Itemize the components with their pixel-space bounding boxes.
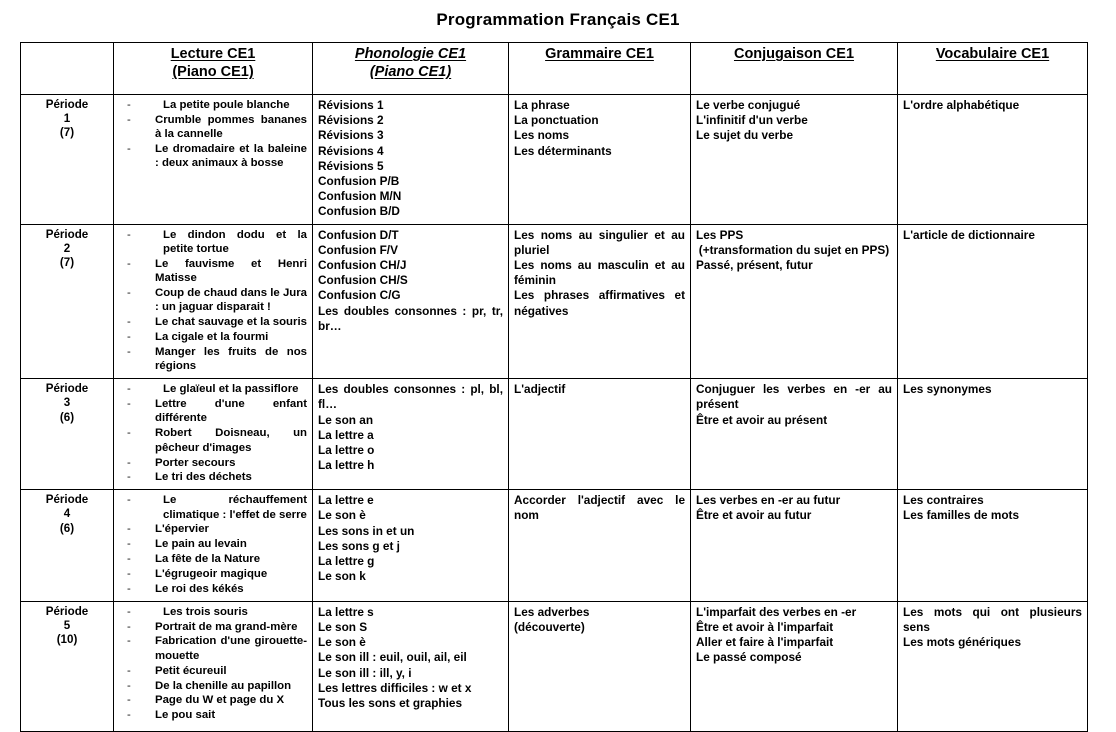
list-item: L'article de dictionnaire [903, 227, 1035, 242]
lecture-list [119, 493, 307, 596]
list-item: L'infinitif d'un verbe [696, 113, 808, 128]
list-item: - Crumble pommes bananes à la cannelle [119, 113, 307, 142]
list-item: - Porter secours [119, 456, 307, 470]
list-item: Confusion B/D [318, 204, 400, 219]
list-item: Les familles de mots [903, 508, 1020, 523]
period-count: (6) [59, 410, 75, 424]
list-item: Confusion D/T [318, 227, 399, 242]
period-label: Période [45, 98, 89, 111]
list-item: Confusion CH/J [318, 258, 407, 273]
list-item: Les doubles consonnes : pr, tr, br… [318, 303, 503, 333]
list-item: - Robert Doisneau, un pêcheur d'images [119, 426, 307, 455]
lecture-list [119, 382, 307, 485]
programmation-table [20, 42, 1088, 732]
list-item: Le sujet du verbe [696, 128, 794, 143]
list-item: - Petit écureuil [119, 664, 307, 678]
vocabulaire-list [903, 228, 1082, 243]
phonologie-list [318, 605, 503, 711]
list-item: Les déterminants [514, 143, 612, 158]
period-number: 1 [63, 112, 71, 126]
list-item: Les mots génériques [903, 635, 1022, 650]
list-item: Le son S [318, 619, 368, 634]
list-item: La lettre o [318, 443, 375, 458]
grammaire-list [514, 605, 685, 635]
list-item: - De la chenille au papillon [119, 679, 307, 693]
header-row [21, 43, 1088, 95]
period-count: (7) [59, 255, 75, 269]
header-cell-period [21, 43, 114, 95]
table-row [21, 224, 1088, 379]
list-item: - Le pain au levain [119, 537, 307, 551]
list-item: Le passé composé [696, 650, 802, 665]
conjugaison-list [696, 98, 892, 144]
list-item: - Portrait de ma grand-mère [119, 620, 307, 634]
list-item: - Les trois souris [119, 605, 307, 619]
list-item: - Manger les fruits de nos régions [119, 345, 307, 374]
vocabulaire-cell [898, 224, 1088, 379]
list-item: Le son è [318, 635, 366, 650]
lecture-list [119, 228, 307, 374]
phonologie-cell [313, 490, 509, 602]
list-item: Confusion M/N [318, 189, 402, 204]
list-item: Le son ill : euil, ouil, ail, eil [318, 650, 467, 665]
list-item: Les noms au singulier et au pluriel [514, 227, 685, 257]
conjugaison-cell [691, 379, 898, 490]
header-vocabulaire-label: Vocabulaire CE1 [935, 46, 1050, 62]
phonologie-cell [313, 601, 509, 731]
period-number: 4 [63, 507, 71, 521]
list-item: Confusion C/G [318, 288, 401, 303]
list-item: - Le tri des déchets [119, 470, 307, 484]
header-cell-conjugaison [691, 43, 898, 95]
list-item: Le son k [318, 569, 366, 584]
list-item: - Lettre d'une enfant différente [119, 397, 307, 426]
list-item: - Fabrication d'une girouette-mouette [119, 634, 307, 663]
list-item: Révisions 5 [318, 158, 384, 173]
period-number: 2 [63, 241, 71, 255]
list-item: Être et avoir au présent [696, 412, 828, 427]
conjugaison-cell [691, 490, 898, 602]
vocabulaire-cell [898, 490, 1088, 602]
list-item: Révisions 2 [318, 113, 384, 128]
period-number: 5 [63, 618, 71, 632]
grammaire-list [514, 382, 685, 397]
phonologie-list [318, 98, 503, 220]
list-item: - La fête de la Nature [119, 552, 307, 566]
lecture-cell [114, 490, 313, 602]
list-item: - Le glaïeul et la passiflore [119, 382, 307, 396]
conjugaison-cell [691, 224, 898, 379]
period-cell [21, 490, 114, 602]
list-item: Le son an [318, 412, 374, 427]
header-cell-grammaire [509, 43, 691, 95]
period-count: (10) [56, 633, 78, 647]
list-item: La ponctuation [514, 113, 599, 128]
period-cell [21, 379, 114, 490]
header-cell-lecture [114, 43, 313, 95]
table-header [21, 43, 1088, 95]
vocabulaire-list [903, 382, 1082, 397]
list-item: Les sons in et un [318, 523, 415, 538]
phonologie-list [318, 493, 503, 584]
period-label: Période [45, 227, 89, 241]
list-item: Les PPS [696, 227, 744, 242]
list-item: Être et avoir au futur [696, 508, 812, 523]
list-item: L'imparfait des verbes en -er [696, 604, 857, 619]
list-item: Les verbes en -er au futur [696, 493, 841, 508]
conjugaison-list [696, 493, 892, 523]
list-item: L'ordre alphabétique [903, 98, 1020, 112]
table-row [21, 379, 1088, 490]
period-cell [21, 224, 114, 379]
vocabulaire-cell [898, 95, 1088, 225]
grammaire-cell [509, 379, 691, 490]
conjugaison-list [696, 382, 892, 428]
list-item: Les contraires [903, 493, 984, 508]
grammaire-list [514, 98, 685, 159]
list-item: La lettre a [318, 427, 374, 442]
list-item: - L'égrugeoir magique [119, 567, 307, 581]
period-label: Période [45, 604, 89, 618]
phonologie-list [318, 382, 503, 473]
header-phonologie-line1: Phonologie CE1 [354, 46, 467, 62]
conjugaison-list [696, 605, 892, 666]
vocabulaire-list [903, 98, 1082, 113]
list-item: - Coup de chaud dans le Jura : un jaguar disparait ! [119, 286, 307, 315]
header-lecture-line1: Lecture CE1 [170, 46, 256, 62]
grammaire-cell [509, 601, 691, 731]
list-item: Révisions 4 [318, 143, 384, 158]
lecture-cell [114, 601, 313, 731]
list-item: Les sons g et j [318, 538, 400, 553]
list-item: Les mots qui ont plusieurs sens [903, 604, 1082, 634]
list-item: La phrase [514, 98, 570, 112]
vocabulaire-cell [898, 601, 1088, 731]
list-item: Confusion CH/S [318, 273, 408, 288]
list-item: Être et avoir à l'imparfait [696, 619, 834, 634]
list-item: La lettre h [318, 458, 375, 473]
phonologie-cell [313, 379, 509, 490]
list-item: L'adjectif [514, 382, 566, 397]
lecture-cell [114, 95, 313, 225]
list-item: (+transformation du sujet en PPS) [698, 242, 890, 257]
table-row [21, 490, 1088, 602]
list-item: Aller et faire à l'imparfait [696, 635, 834, 650]
grammaire-cell [509, 95, 691, 225]
list-item: Les adverbes [514, 604, 590, 619]
period-count: (7) [59, 126, 75, 140]
period-label: Période [45, 382, 89, 396]
period-cell [21, 601, 114, 731]
phonologie-cell [313, 95, 509, 225]
phonologie-list [318, 228, 503, 334]
table-row [21, 601, 1088, 731]
header-grammaire-label: Grammaire CE1 [545, 46, 654, 62]
list-item: - Page du W et page du X [119, 693, 307, 707]
list-item: - Le réchauffement climatique : l'effet de serre [119, 493, 307, 522]
list-item: Conjuguer les verbes en -er au présent [696, 382, 892, 412]
lecture-cell [114, 379, 313, 490]
list-item: Révisions 1 [318, 98, 384, 112]
page-title: Programmation Français CE1 [436, 10, 680, 29]
list-item: Confusion P/B [318, 174, 400, 189]
list-item: (découverte) [514, 619, 585, 634]
list-item: Le son ill : ill, y, i [318, 665, 412, 680]
list-item: - La petite poule blanche [119, 98, 307, 112]
vocabulaire-list [903, 605, 1082, 651]
list-item: Le verbe conjugué [696, 98, 801, 112]
period-number: 3 [63, 396, 71, 410]
list-item: - L'épervier [119, 522, 307, 536]
list-item: - Le pou sait [119, 708, 307, 722]
list-item: Les doubles consonnes : pl, bl, fl… [318, 382, 503, 412]
list-item: Les synonymes [903, 382, 992, 397]
lecture-list [119, 605, 307, 723]
table-body [21, 95, 1088, 732]
lecture-list [119, 98, 307, 171]
period-label: Période [45, 493, 89, 507]
header-conjugaison-label: Conjugaison CE1 [733, 46, 855, 62]
list-item: Passé, présent, futur [696, 258, 813, 273]
grammaire-cell [509, 490, 691, 602]
conjugaison-list [696, 228, 892, 274]
list-item: Tous les sons et graphies [318, 695, 463, 710]
vocabulaire-cell [898, 379, 1088, 490]
list-item: - Le dindon dodu et la petite tortue [119, 228, 307, 257]
phonologie-cell [313, 224, 509, 379]
list-item: Révisions 3 [318, 128, 384, 143]
list-item: Les phrases affirmatives et négatives [514, 288, 685, 318]
conjugaison-cell [691, 601, 898, 731]
grammaire-cell [509, 224, 691, 379]
header-phonologie-line2: (Piano CE1) [369, 63, 452, 80]
list-item: Le son è [318, 508, 366, 523]
vocabulaire-list [903, 493, 1082, 523]
lecture-cell [114, 224, 313, 379]
list-item: La lettre s [318, 604, 374, 619]
period-cell [21, 95, 114, 225]
list-item: La lettre e [318, 493, 374, 508]
list-item: - Le roi des kékés [119, 582, 307, 596]
list-item: - Le chat sauvage et la souris [119, 315, 307, 329]
period-count: (6) [59, 521, 75, 535]
conjugaison-cell [691, 95, 898, 225]
list-item: - Le fauvisme et Henri Matisse [119, 257, 307, 286]
list-item: Confusion F/V [318, 242, 398, 257]
list-item: Les noms au masculin et au féminin [514, 258, 685, 288]
list-item: Les lettres difficiles : w et x [318, 680, 472, 695]
grammaire-list [514, 493, 685, 523]
list-item: - Le dromadaire et la baleine : deux animaux à bosse [119, 142, 307, 171]
grammaire-list [514, 228, 685, 319]
header-cell-vocabulaire [898, 43, 1088, 95]
list-item: - La cigale et la fourmi [119, 330, 307, 344]
header-cell-phonologie [313, 43, 509, 95]
list-item: La lettre g [318, 554, 375, 569]
table-row [21, 95, 1088, 225]
list-item: Les noms [514, 128, 570, 143]
list-item: Accorder l'adjectif avec le nom [514, 493, 685, 523]
header-lecture-line2: (Piano CE1) [172, 63, 254, 80]
